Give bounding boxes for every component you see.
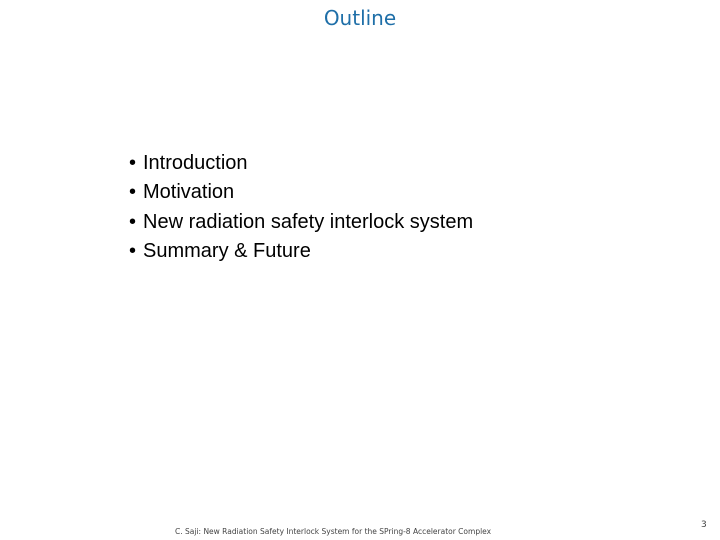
outline-item-label: Summary & Future bbox=[143, 239, 311, 262]
slide-footer: C. Saji: New Radiation Safety Interlock System for the SPring-8 Accelerator Complex bbox=[175, 527, 492, 536]
outline-item-motivation bbox=[129, 178, 473, 207]
outline-item-introduction bbox=[129, 149, 473, 178]
outline-item-new-system bbox=[129, 208, 473, 237]
outline-item-label: Motivation bbox=[143, 181, 235, 204]
slide-title: Outline bbox=[323, 6, 397, 30]
outline-item-label: Introduction bbox=[143, 152, 248, 174]
outline-list bbox=[129, 149, 473, 266]
page-number: 3 bbox=[701, 520, 707, 530]
outline-item-label: New radiation safety interlock system bbox=[143, 210, 474, 233]
bullet-icon: • bbox=[129, 181, 137, 204]
bullet-icon: • bbox=[129, 152, 137, 174]
bullet-icon: • bbox=[129, 239, 137, 262]
bullet-icon: • bbox=[129, 210, 137, 233]
outline-item-summary bbox=[129, 237, 473, 266]
